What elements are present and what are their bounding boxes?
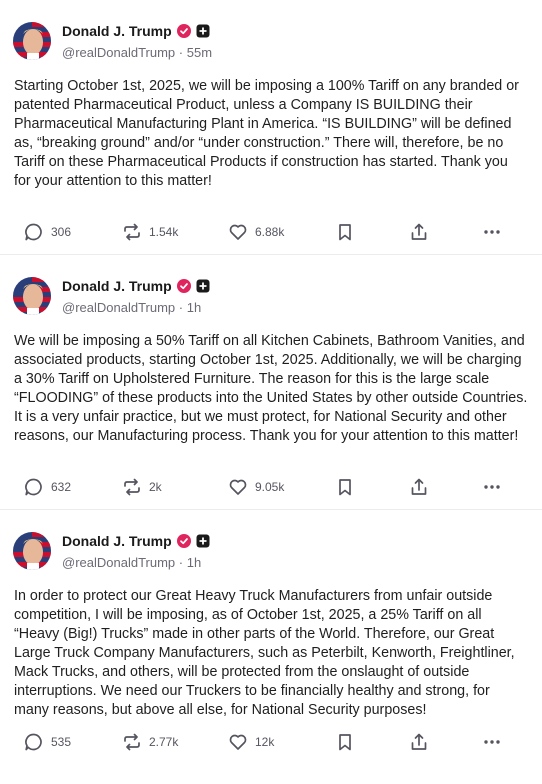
post-time[interactable]: 1h: [186, 300, 202, 315]
author-handle[interactable]: @realDonaldTrump: [62, 555, 176, 570]
repost-button[interactable]: [122, 220, 178, 244]
post-time[interactable]: 1h: [186, 555, 202, 570]
share-button[interactable]: [409, 475, 429, 499]
share-upload-icon: [409, 732, 429, 752]
action-bar: [0, 220, 542, 244]
share-upload-icon: [409, 222, 429, 242]
reply-button[interactable]: [24, 220, 71, 244]
like-button[interactable]: [228, 220, 284, 244]
action-bar: [0, 475, 542, 499]
plus-badge-icon: [196, 24, 210, 38]
like-count: 9.05k: [255, 480, 285, 494]
repost-count: 2.77k: [149, 735, 179, 749]
like-count: 6.88k: [255, 225, 285, 239]
action-bar: [0, 730, 542, 754]
author-name[interactable]: Donald J. Trump: [62, 23, 172, 39]
post[interactable]: [0, 0, 542, 255]
bookmark-button[interactable]: [335, 730, 355, 754]
avatar[interactable]: [13, 22, 51, 60]
bookmark-icon: [335, 732, 355, 752]
handle-row: [62, 300, 201, 315]
more-dots-icon: [482, 732, 502, 752]
post-text: In order to protect our Great Heavy Truck Manufacturers from unfair outside competition, I will be imposing, as of October 1st, 2025, a 25% Tariff on all “Heavy (Big!) Trucks” made in other parts of the World. Therefore, our Great Large Truck Company Manufacturers, such as Peterbilt, Kenworth, Freightliner, Mack Trucks, and others, will be protected from the onslaught of outside interruptions. We need our Truckers to be financially healthy and strong, for many reasons, but above all else, for National Security purposes!: [14, 588, 515, 718]
handle-row: [62, 555, 201, 570]
avatar[interactable]: [13, 277, 51, 315]
plus-badge-icon: [196, 279, 210, 293]
reply-button[interactable]: [24, 475, 71, 499]
reply-count: 306: [51, 225, 72, 239]
more-button[interactable]: [482, 730, 502, 754]
verified-badge-icon: [177, 534, 191, 548]
share-upload-icon: [409, 477, 429, 497]
plus-badge-icon: [196, 534, 210, 548]
post-text: Starting October 1st, 2025, we will be imposing a 100% Tariff on any branded or patented Pharmaceutical Product, unless a Company IS BUILDING their Pharmaceutical Manufacturing Plant in America. “IS BUILDING” will be defined as, “breaking ground” and/or “under construction.” There will, therefore, be no Tariff on these Pharmaceutical Products if construction has started. Thank you for your attention to this matter!: [14, 78, 519, 189]
heart-icon: [228, 732, 248, 752]
meta-separator: ·: [178, 300, 184, 315]
author-row: [62, 23, 210, 39]
meta-separator: ·: [178, 555, 184, 570]
more-dots-icon: [482, 477, 502, 497]
author-row: [62, 533, 210, 549]
speech-bubble-icon: [24, 477, 44, 497]
bookmark-icon: [335, 477, 355, 497]
share-button[interactable]: [409, 730, 429, 754]
meta-separator: ·: [178, 45, 184, 60]
verified-badge-icon: [177, 24, 191, 38]
speech-bubble-icon: [24, 222, 44, 242]
avatar[interactable]: [13, 532, 51, 570]
like-count: 12k: [255, 735, 275, 749]
post-text: We will be imposing a 50% Tariff on all Kitchen Cabinets, Bathroom Vanities, and associated products, starting October 1st, 2025. Additionally, we will be charging a 30% Tariff on Upholstered Furniture. The reason for this is the large scale “FLOODING” of these products into the United States by other outside Countries. It is a very unfair practice, but we must protect, for National Security and other reasons, our Manufacturing process. Thank you for your attention to this matter!: [14, 333, 528, 444]
post[interactable]: [0, 255, 542, 510]
author-name[interactable]: Donald J. Trump: [62, 533, 172, 549]
reply-button[interactable]: [24, 730, 71, 754]
reply-count: 632: [51, 480, 72, 494]
verified-badge-icon: [177, 279, 191, 293]
bookmark-button[interactable]: [335, 475, 355, 499]
more-dots-icon: [482, 222, 502, 242]
repost-arrows-icon: [122, 732, 142, 752]
post[interactable]: [0, 510, 542, 765]
heart-icon: [228, 477, 248, 497]
author-name[interactable]: Donald J. Trump: [62, 278, 172, 294]
heart-icon: [228, 222, 248, 242]
reply-count: 535: [51, 735, 72, 749]
repost-button[interactable]: [122, 730, 178, 754]
bookmark-icon: [335, 222, 355, 242]
like-button[interactable]: [228, 475, 284, 499]
author-handle[interactable]: @realDonaldTrump: [62, 45, 176, 60]
handle-row: [62, 45, 212, 60]
bookmark-button[interactable]: [335, 220, 355, 244]
speech-bubble-icon: [24, 732, 44, 752]
more-button[interactable]: [482, 220, 502, 244]
repost-button[interactable]: [122, 475, 162, 499]
like-button[interactable]: [228, 730, 274, 754]
repost-arrows-icon: [122, 222, 142, 242]
author-handle[interactable]: @realDonaldTrump: [62, 300, 176, 315]
repost-count: 2k: [149, 480, 162, 494]
share-button[interactable]: [409, 220, 429, 244]
more-button[interactable]: [482, 475, 502, 499]
post-time[interactable]: 55m: [186, 45, 213, 60]
author-row: [62, 278, 210, 294]
repost-arrows-icon: [122, 477, 142, 497]
repost-count: 1.54k: [149, 225, 179, 239]
